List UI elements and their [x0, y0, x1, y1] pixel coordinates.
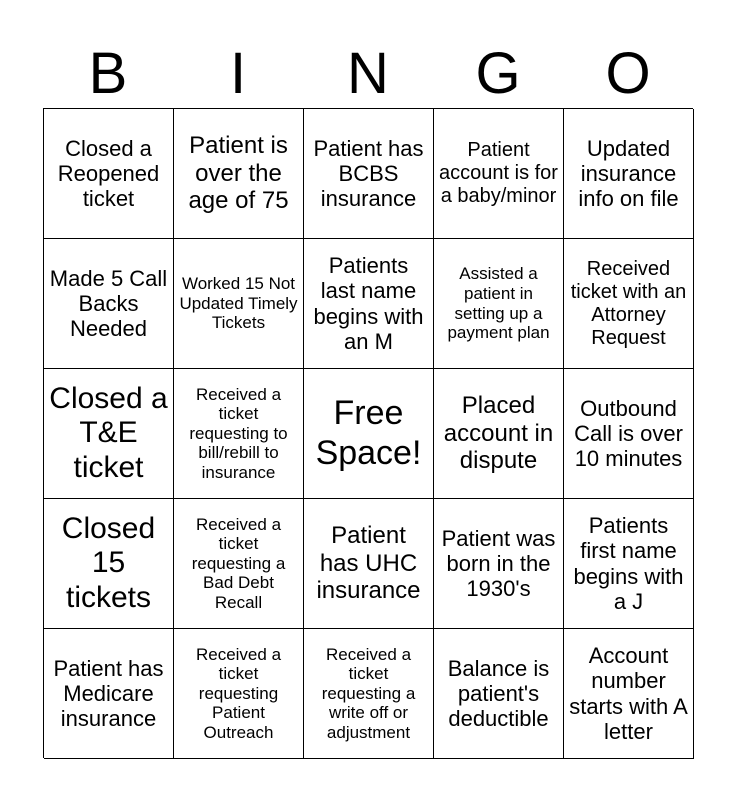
bingo-cell-g1[interactable]: Patient account is for a baby/minor [434, 109, 564, 239]
bingo-cell-o1[interactable]: Updated insurance info on file [564, 109, 694, 239]
bingo-cell-i5[interactable]: Received a ticket requesting Patient Outreach [174, 629, 304, 759]
header-letter-b: B [88, 41, 128, 106]
bingo-cell-i1[interactable]: Patient is over the age of 75 [174, 109, 304, 239]
bingo-cell-o3[interactable]: Outbound Call is over 10 minutes [564, 369, 694, 499]
bingo-cell-g5[interactable]: Balance is patient's deductible [434, 629, 564, 759]
bingo-cell-o5[interactable]: Account number starts with A letter [564, 629, 694, 759]
bingo-cell-i4[interactable]: Received a ticket requesting a Bad Debt Recall [174, 499, 304, 629]
bingo-cell-free-space[interactable]: Free Space! [304, 369, 434, 499]
bingo-cell-o4[interactable]: Patients first name begins with a J [564, 499, 694, 629]
bingo-cell-b4[interactable]: Closed 15 tickets [44, 499, 174, 629]
bingo-cell-g2[interactable]: Assisted a patient in setting up a payment plan [434, 239, 564, 369]
header-letter-i: I [229, 41, 247, 106]
bingo-cell-o2[interactable]: Received ticket with an Attorney Request [564, 239, 694, 369]
bingo-cell-n1[interactable]: Patient has BCBS insurance [304, 109, 434, 239]
header-letter-g: G [475, 41, 521, 106]
bingo-cell-b3[interactable]: Closed a T&E ticket [44, 369, 174, 499]
bingo-cell-g4[interactable]: Patient was born in the 1930's [434, 499, 564, 629]
bingo-cell-n5[interactable]: Received a ticket requesting a write off or adjustment [304, 629, 434, 759]
bingo-cell-g3[interactable]: Placed account in dispute [434, 369, 564, 499]
header-letter-o: O [605, 41, 651, 106]
header-letter-n: N [347, 41, 389, 106]
bingo-cell-b1[interactable]: Closed a Reopened ticket [44, 109, 174, 239]
bingo-header [43, 40, 693, 108]
bingo-cell-i3[interactable]: Received a ticket requesting to bill/rebill to insurance [174, 369, 304, 499]
bingo-cell-b5[interactable]: Patient has Medicare insurance [44, 629, 174, 759]
bingo-cell-i2[interactable]: Worked 15 Not Updated Timely Tickets [174, 239, 304, 369]
bingo-grid [43, 108, 693, 758]
bingo-cell-n4[interactable]: Patient has UHC insurance [304, 499, 434, 629]
bingo-cell-n2[interactable]: Patients last name begins with an M [304, 239, 434, 369]
bingo-cell-b2[interactable]: Made 5 Call Backs Needed [44, 239, 174, 369]
